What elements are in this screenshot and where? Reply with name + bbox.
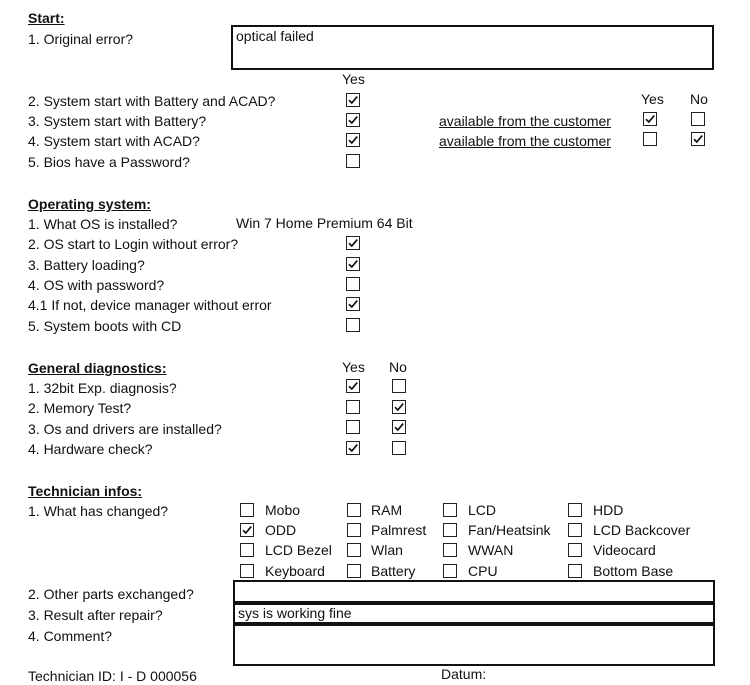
part-lcd-checkbox[interactable] [443, 503, 457, 517]
diag-q1-no-checkbox[interactable] [392, 379, 406, 393]
diag-heading: General diagnostics: [28, 360, 167, 376]
diag-q3-yes-checkbox[interactable] [346, 420, 360, 434]
checkmark-icon [347, 94, 359, 106]
os-q5-label: 5. System boots with CD [28, 318, 182, 334]
avail-no-header: No [690, 91, 708, 107]
checkmark-icon [644, 113, 656, 125]
part-ram-checkbox[interactable] [347, 503, 361, 517]
original-error-label: 1. Original error? [28, 31, 134, 47]
part-fan-checkbox[interactable] [443, 523, 457, 537]
diag-q1-label: 1. 32bit Exp. diagnosis? [28, 380, 177, 396]
checkmark-icon [393, 421, 405, 433]
part-fan-label: Fan/Heatsink [468, 522, 551, 538]
diag-q2-label: 2. Memory Test? [28, 400, 132, 416]
part-palmrest-checkbox[interactable] [347, 523, 361, 537]
diag-q2-no-checkbox[interactable] [392, 400, 406, 414]
battery-avail-no-checkbox[interactable] [691, 112, 705, 126]
part-keyboard-checkbox[interactable] [240, 564, 254, 578]
part-wwan-label: WWAN [468, 542, 514, 558]
start-yes-header: Yes [342, 71, 365, 87]
start-q3-checkbox[interactable] [346, 113, 360, 127]
datum-label: Datum: [441, 666, 487, 682]
acad-avail-label: available from the customer [439, 133, 611, 149]
start-q5-checkbox[interactable] [346, 154, 360, 168]
diag-no-header: No [389, 359, 407, 375]
part-bottom-base-label: Bottom Base [593, 563, 674, 579]
tech-q1-label: 1. What has changed? [28, 503, 169, 519]
checkmark-icon [347, 298, 359, 310]
start-q5-label: 5. Bios have a Password? [28, 154, 190, 170]
part-hdd-label: HDD [593, 502, 624, 518]
part-battery-checkbox[interactable] [347, 564, 361, 578]
part-lcd-backcover-checkbox[interactable] [568, 523, 582, 537]
checkmark-icon [347, 134, 359, 146]
part-mobo-checkbox[interactable] [240, 503, 254, 517]
comment-field[interactable] [233, 624, 715, 666]
start-q2-checkbox[interactable] [346, 93, 360, 107]
os-q1-label: 1. What OS is installed? [28, 216, 178, 232]
checkmark-icon [241, 524, 253, 536]
start-q4-checkbox[interactable] [346, 133, 360, 147]
os-heading: Operating system: [28, 196, 151, 212]
result-value: sys is working fine [238, 605, 352, 621]
avail-yes-header: Yes [641, 91, 664, 107]
part-videocard-label: Videocard [593, 542, 656, 558]
checkmark-icon [692, 133, 704, 145]
diag-q4-yes-checkbox[interactable] [346, 441, 360, 455]
start-heading: Start: [28, 10, 65, 26]
tech-q3-label: 3. Result after repair? [28, 607, 163, 623]
part-wlan-checkbox[interactable] [347, 543, 361, 557]
result-field[interactable] [233, 603, 715, 624]
part-palmrest-label: Palmrest [371, 522, 427, 538]
battery-avail-yes-checkbox[interactable] [643, 112, 657, 126]
part-cpu-checkbox[interactable] [443, 564, 457, 578]
start-q3-label: 3. System start with Battery? [28, 113, 207, 129]
part-wwan-checkbox[interactable] [443, 543, 457, 557]
checkmark-icon [347, 258, 359, 270]
os-q41-checkbox[interactable] [346, 297, 360, 311]
part-battery-label: Battery [371, 563, 416, 579]
start-q4-label: 4. System start with ACAD? [28, 133, 200, 149]
part-cpu-label: CPU [468, 563, 498, 579]
os-q41-label: 4.1 If not, device manager without error [28, 297, 272, 313]
part-hdd-checkbox[interactable] [568, 503, 582, 517]
part-bottom-base-checkbox[interactable] [568, 564, 582, 578]
original-error-value: optical failed [236, 28, 314, 44]
part-keyboard-label: Keyboard [265, 563, 325, 579]
original-error-field[interactable] [231, 25, 714, 70]
technician-id-label: Technician ID: I - D 000056 [28, 668, 197, 684]
acad-avail-yes-checkbox[interactable] [643, 132, 657, 146]
battery-avail-label: available from the customer [439, 113, 611, 129]
part-lcd-backcover-label: LCD Backcover [593, 522, 691, 538]
tech-q2-label: 2. Other parts exchanged? [28, 586, 194, 602]
os-q4-label: 4. OS with password? [28, 277, 165, 293]
other-parts-field[interactable] [233, 580, 715, 603]
footer-strip [0, 666, 750, 684]
os-q5-checkbox[interactable] [346, 318, 360, 332]
os-q2-checkbox[interactable] [346, 236, 360, 250]
diag-q4-no-checkbox[interactable] [392, 441, 406, 455]
diag-yes-header: Yes [342, 359, 365, 375]
part-videocard-checkbox[interactable] [568, 543, 582, 557]
part-ram-label: RAM [371, 502, 403, 518]
diag-q3-no-checkbox[interactable] [392, 420, 406, 434]
tech-q4-label: 4. Comment? [28, 628, 113, 644]
acad-avail-no-checkbox[interactable] [691, 132, 705, 146]
part-lcd-label: LCD [468, 502, 497, 518]
os-q3-checkbox[interactable] [346, 257, 360, 271]
checkmark-icon [347, 442, 359, 454]
part-lcd-bezel-label: LCD Bezel [265, 542, 332, 558]
part-odd-label: ODD [265, 522, 297, 538]
diag-q4-label: 4. Hardware check? [28, 441, 153, 457]
part-mobo-label: Mobo [265, 502, 301, 518]
part-lcd-bezel-checkbox[interactable] [240, 543, 254, 557]
diag-q3-label: 3. Os and drivers are installed? [28, 421, 222, 437]
os-installed-value: Win 7 Home Premium 64 Bit [236, 215, 413, 231]
part-odd-checkbox[interactable] [240, 523, 254, 537]
diag-q2-yes-checkbox[interactable] [346, 400, 360, 414]
tech-heading: Technician infos: [28, 483, 143, 499]
checkmark-icon [347, 380, 359, 392]
checkmark-icon [347, 114, 359, 126]
part-wlan-label: Wlan [371, 542, 403, 558]
checkmark-icon [347, 237, 359, 249]
start-q2-label: 2. System start with Battery and ACAD? [28, 93, 276, 109]
os-q3-label: 3. Battery loading? [28, 257, 145, 273]
os-q4-checkbox[interactable] [346, 277, 360, 291]
diag-q1-yes-checkbox[interactable] [346, 379, 360, 393]
checkmark-icon [393, 401, 405, 413]
os-q2-label: 2. OS start to Login without error? [28, 236, 239, 252]
